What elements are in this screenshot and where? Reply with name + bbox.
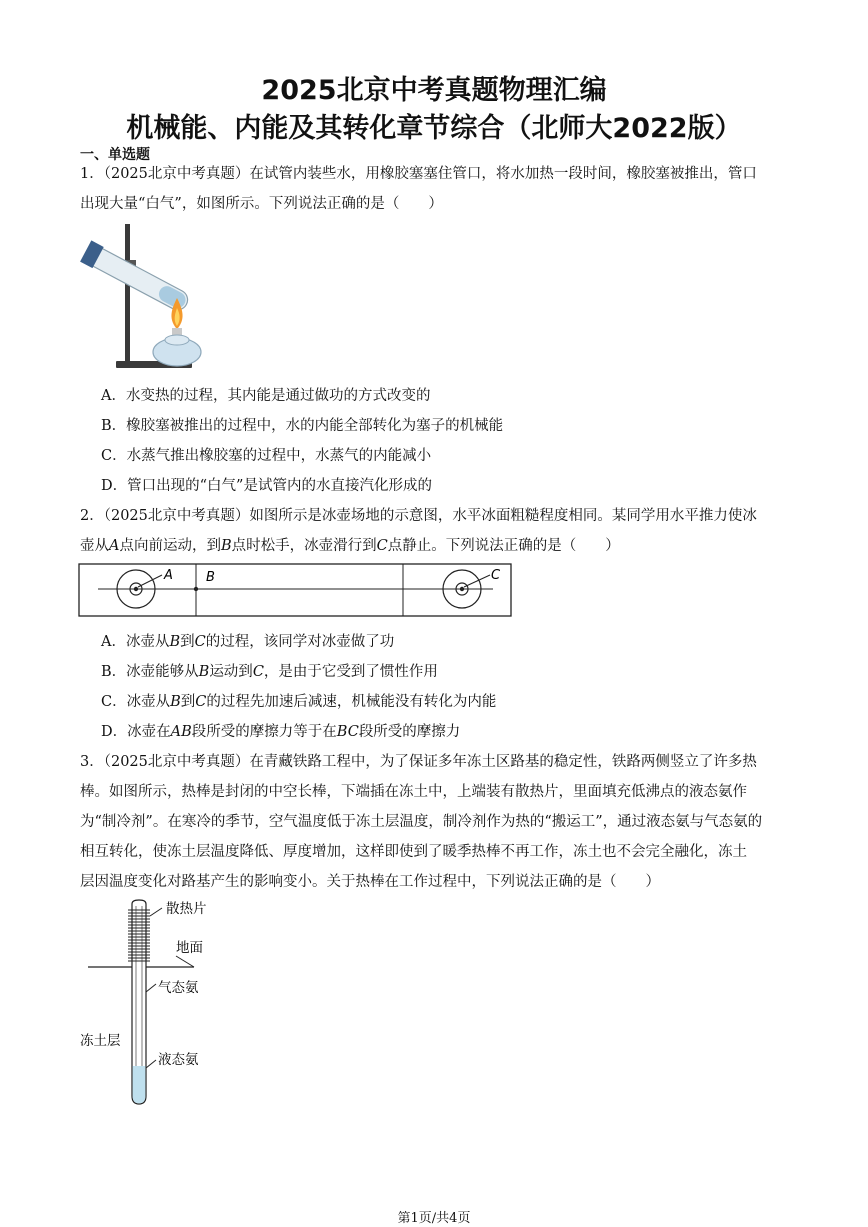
page-footer: 第1页/共4页 bbox=[397, 1211, 471, 1226]
q1-option-b[interactable]: B．橡胶塞被推出的过程中，水的内能全部转化为塞子的机械能 bbox=[101, 418, 504, 434]
q3-stem-line5: 层因温度变化对路基产生的影响变小。关于热棒在工作过程中，下列说法正确的是（ ） bbox=[80, 874, 660, 890]
q3-label-liquid: 液态氨 bbox=[158, 1052, 199, 1068]
section-heading: 一、单选题 bbox=[80, 147, 150, 163]
q2-option-a[interactable]: A．冰壶从B到C的过程，该同学对冰壶做了功 bbox=[101, 634, 395, 650]
q2-stem-line1: 2．（2025北京中考真题）如图所示是冰壶场地的示意图，水平冰面粗糙程度相同。某同学用水平推力使冰 bbox=[80, 508, 757, 524]
q3-stem-line2: 棒。如图所示，热棒是封闭的中空长棒，下端插在冻土中，上端装有散热片，里面填充低沸点的液态氨作 bbox=[80, 784, 747, 800]
q3-stem-line3: 为“制冷剂”。在寒冷的季节，空气温度低于冻土层温度，制冷剂作为热的“搬运工”，通过液态氨与气态氨的 bbox=[80, 814, 763, 830]
q2-figure-label-c: C bbox=[491, 568, 501, 583]
document-title-line2: 机械能、内能及其转化章节综合（北师大2022版） bbox=[126, 113, 742, 144]
q1-figure-test-tube-heating bbox=[76, 220, 216, 375]
document-title-line1: 2025北京中考真题物理汇编 bbox=[261, 75, 607, 106]
q1-option-a[interactable]: A．水变热的过程，其内能是通过做功的方式改变的 bbox=[101, 388, 431, 404]
q2-figure-label-b: B bbox=[206, 570, 215, 585]
q3-label-permafrost: 冻土层 bbox=[80, 1033, 121, 1049]
q3-label-ground: 地面 bbox=[176, 940, 203, 956]
q1-stem-line2: 出现大量“白气”，如图所示。下列说法正确的是（ ） bbox=[80, 196, 443, 212]
q3-label-fins: 散热片 bbox=[166, 901, 207, 917]
q1-stem-line1: 1．（2025北京中考真题）在试管内装些水，用橡胶塞塞住管口，将水加热一段时间，橡胶塞被推出，管口 bbox=[80, 166, 757, 182]
q2-stem-line2: 壶从A点向前运动，到B点时松手，冰壶滑行到C点静止。下列说法正确的是（ ） bbox=[80, 538, 620, 554]
q1-option-d[interactable]: D．管口出现的“白气”是试管内的水直接汽化形成的 bbox=[101, 478, 432, 494]
q3-label-gas: 气态氨 bbox=[158, 980, 199, 996]
q3-stem-line4: 相互转化，使冻土层温度降低、厚度增加，这样即使到了暖季热棒不再工作，冻土也不会完全融化，冻土 bbox=[80, 844, 747, 860]
q2-figure-curling-field bbox=[78, 563, 514, 619]
q2-option-b[interactable]: B．冰壶能够从B运动到C，是由于它受到了惯性作用 bbox=[101, 664, 438, 680]
q3-stem-line1: 3．（2025北京中考真题）在青藏铁路工程中，为了保证多年冻土区路基的稳定性，铁路两侧竖立了许多热 bbox=[80, 754, 757, 770]
q2-option-d[interactable]: D．冰壶在AB段所受的摩擦力等于在BC段所受的摩擦力 bbox=[101, 724, 461, 740]
q3-figure-heat-pipe bbox=[76, 896, 236, 1110]
q2-figure-label-a: A bbox=[164, 568, 173, 583]
q2-option-c[interactable]: C．冰壶从B到C的过程先加速后减速，机械能没有转化为内能 bbox=[101, 694, 497, 710]
q1-option-c[interactable]: C．水蒸气推出橡胶塞的过程中，水蒸气的内能减小 bbox=[101, 448, 432, 464]
